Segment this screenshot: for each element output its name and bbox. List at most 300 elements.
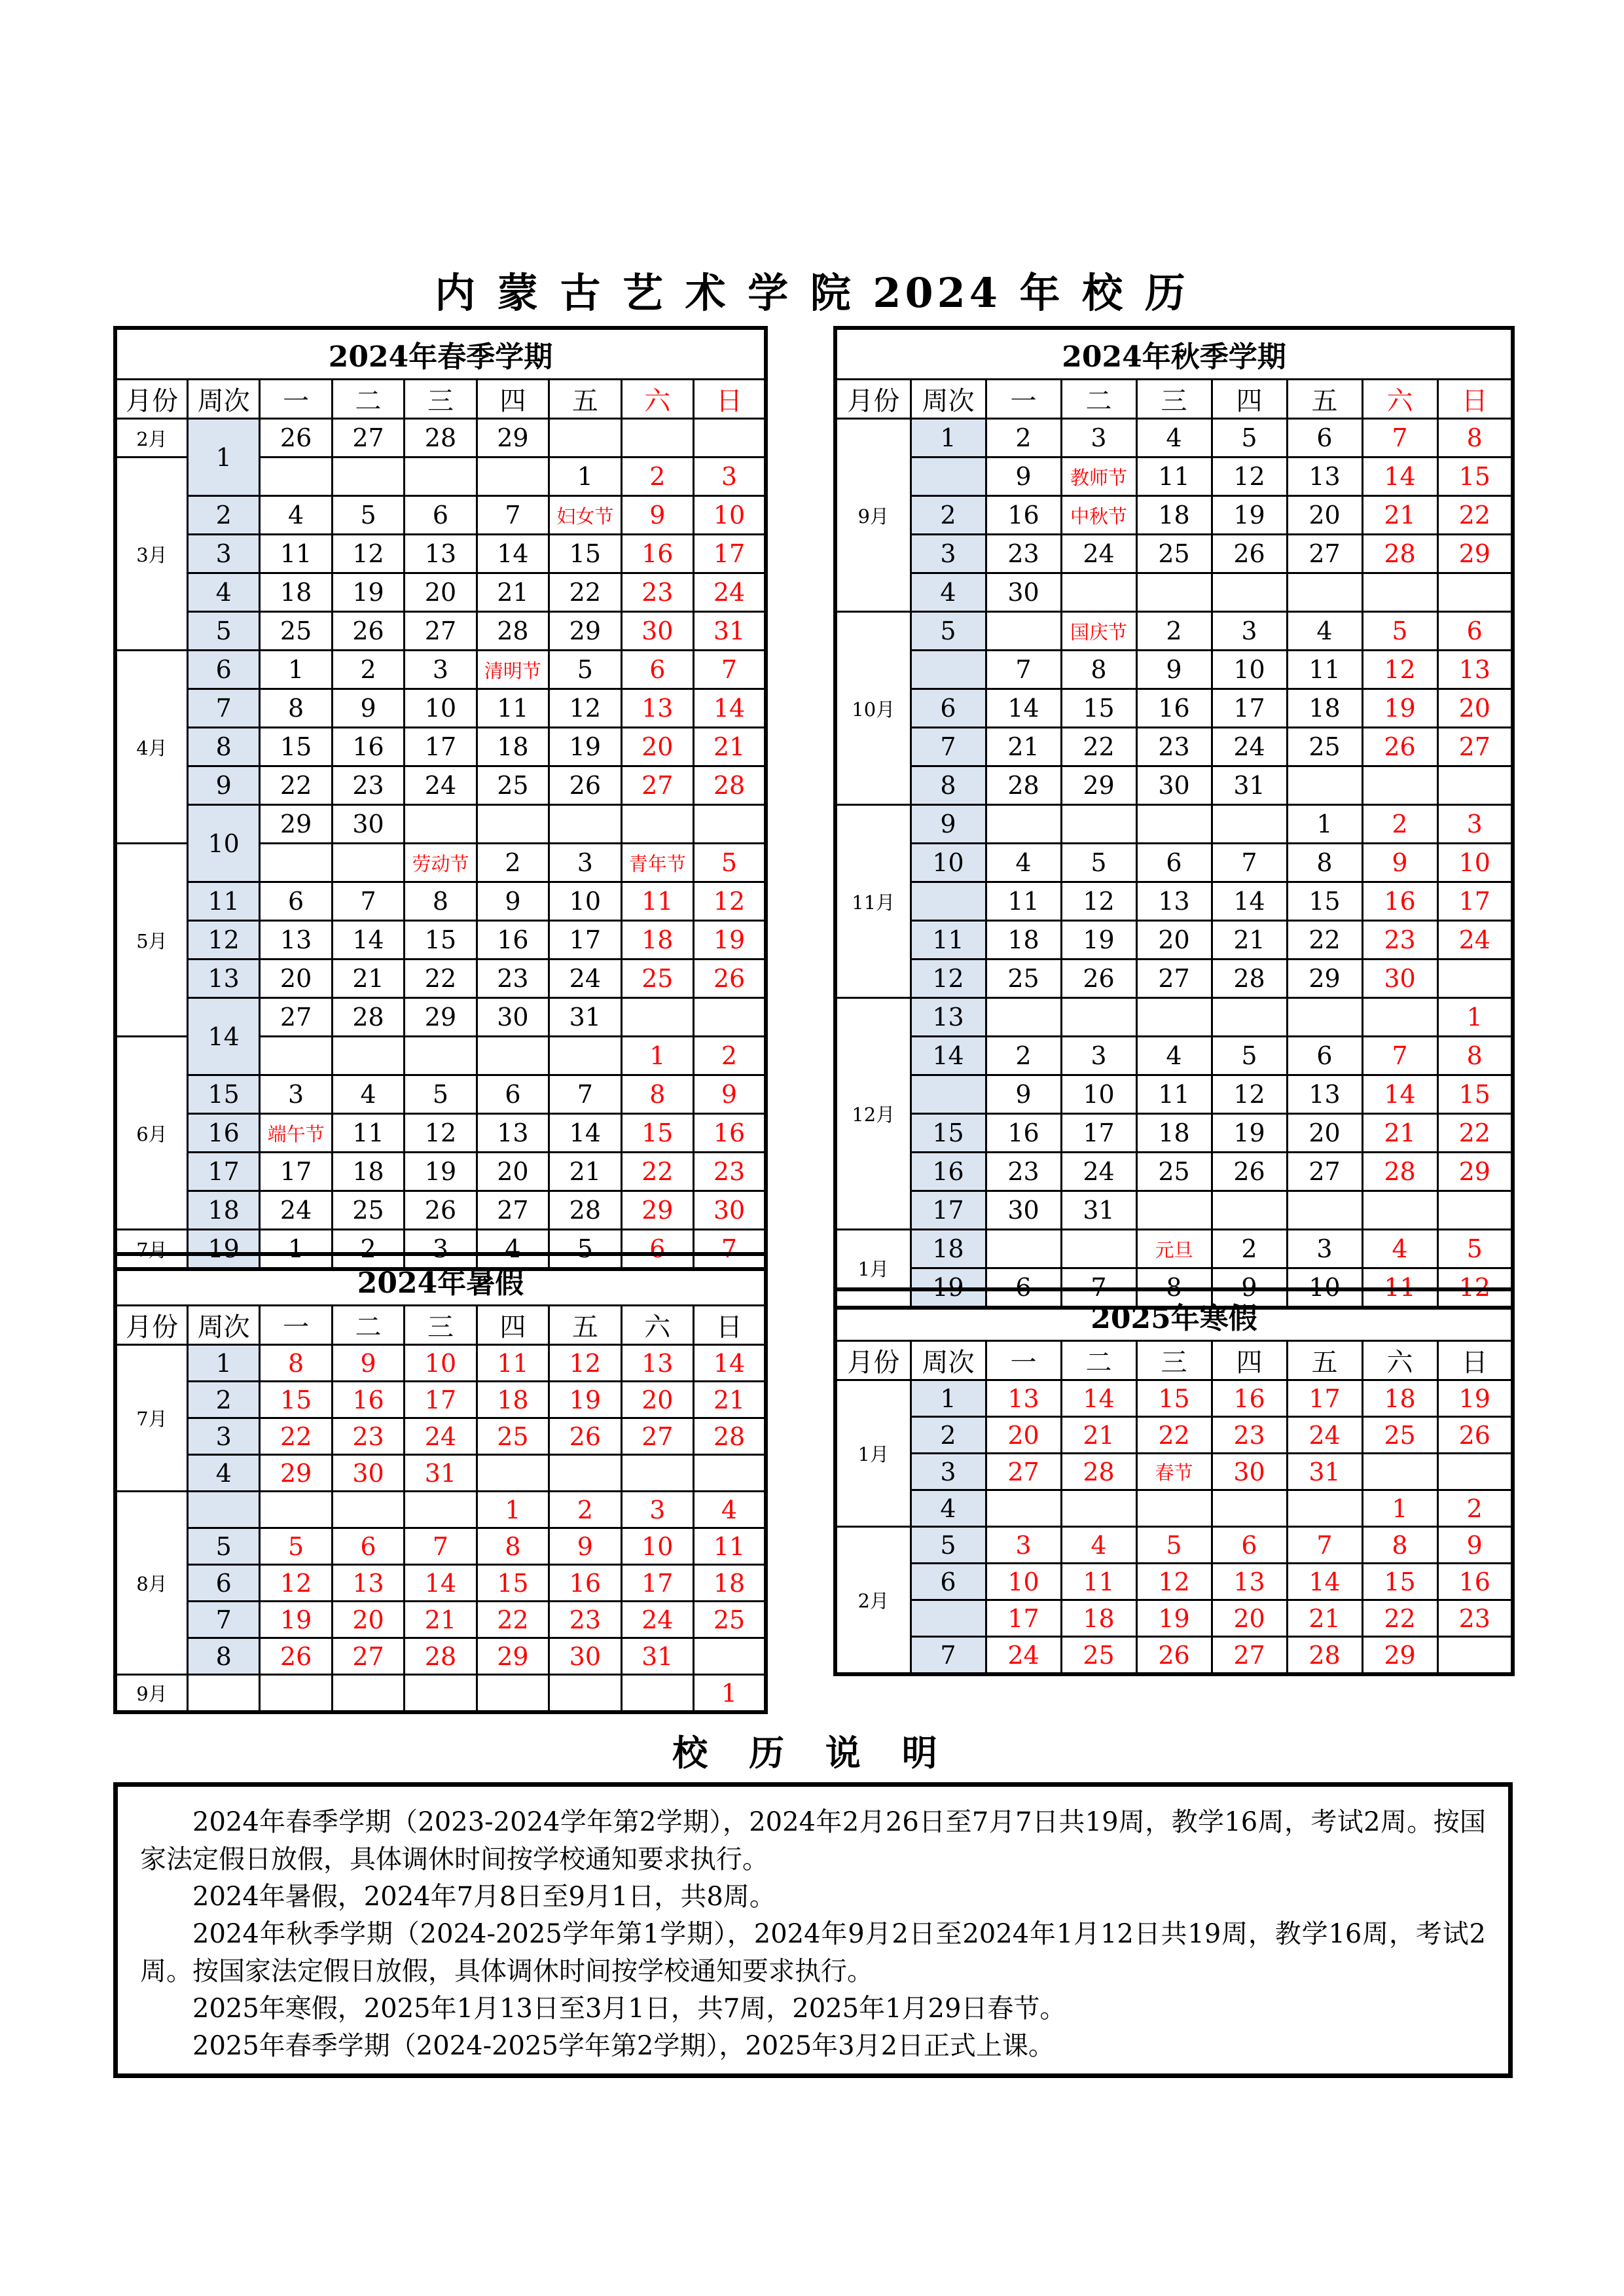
day-cell: 23 — [694, 1153, 767, 1191]
week-cell: 3 — [911, 1454, 986, 1490]
day-cell — [260, 1492, 332, 1528]
day-cell: 20 — [1212, 1600, 1287, 1637]
day-cell: 28 — [1212, 960, 1287, 998]
day-cell: 12 — [405, 1114, 477, 1153]
day-cell — [986, 1230, 1061, 1268]
day-cell: 29 — [1287, 960, 1362, 998]
day-cell: 妇女节 — [549, 496, 621, 535]
day-cell: 11 — [477, 689, 549, 728]
weekday-header-cell: 一 — [986, 380, 1061, 419]
day-cell — [621, 1675, 693, 1713]
day-cell: 15 — [549, 535, 621, 573]
day-cell: 30 — [1136, 766, 1212, 805]
day-cell: 5 — [549, 1230, 621, 1270]
day-cell — [405, 457, 477, 496]
weekday-header-cell: 日 — [694, 380, 767, 419]
weekday-header-cell: 周次 — [911, 380, 986, 419]
day-cell — [1437, 1637, 1513, 1675]
month-cell: 9月 — [115, 1675, 187, 1713]
day-cell: 7 — [1362, 1037, 1437, 1075]
day-cell: 15 — [1437, 1075, 1513, 1114]
day-cell: 15 — [621, 1114, 693, 1153]
day-cell: 29 — [260, 1455, 332, 1492]
day-cell: 15 — [260, 728, 332, 766]
week-cell: 5 — [187, 1528, 259, 1565]
day-cell: 5 — [1136, 1527, 1212, 1564]
day-cell: 19 — [1136, 1600, 1212, 1637]
month-cell: 4月 — [115, 651, 187, 844]
day-cell: 16 — [1136, 689, 1212, 728]
day-cell: 20 — [1287, 496, 1362, 535]
day-cell: 1 — [1287, 805, 1362, 844]
week-cell: 13 — [911, 998, 986, 1037]
day-cell: 2 — [477, 844, 549, 882]
day-cell: 国庆节 — [1061, 612, 1136, 651]
day-cell: 28 — [1061, 1454, 1136, 1490]
day-cell: 25 — [1136, 535, 1212, 573]
weekday-header-cell: 三 — [1136, 380, 1212, 419]
day-cell: 10 — [621, 1528, 693, 1565]
day-cell: 13 — [405, 535, 477, 573]
weekday-header-cell: 四 — [477, 1306, 549, 1345]
month-cell: 7月 — [115, 1345, 187, 1492]
day-cell: 14 — [1212, 882, 1287, 921]
winter-calendar-table — [833, 1287, 1515, 1676]
week-cell: 8 — [187, 1638, 259, 1675]
day-cell — [549, 805, 621, 844]
day-cell: 6 — [621, 651, 693, 689]
day-cell: 5 — [694, 844, 767, 882]
day-cell: 7 — [332, 882, 404, 921]
day-cell: 清明节 — [477, 651, 549, 689]
day-cell: 11 — [1362, 1268, 1437, 1308]
day-cell: 23 — [986, 535, 1061, 573]
day-cell: 18 — [477, 728, 549, 766]
day-cell: 15 — [1362, 1564, 1437, 1600]
day-cell: 19 — [549, 1382, 621, 1418]
day-cell: 23 — [1437, 1600, 1513, 1637]
day-cell: 12 — [1212, 1075, 1287, 1114]
day-cell: 28 — [986, 766, 1061, 805]
day-cell — [1287, 573, 1362, 612]
day-cell: 4 — [694, 1492, 767, 1528]
day-cell — [694, 419, 767, 457]
week-cell: 7 — [911, 728, 986, 766]
day-cell — [1136, 805, 1212, 844]
day-cell: 3 — [986, 1527, 1061, 1564]
day-cell — [549, 1455, 621, 1492]
weekday-header-cell: 五 — [549, 1306, 621, 1345]
day-cell: 26 — [260, 419, 332, 457]
day-cell: 23 — [477, 960, 549, 998]
day-cell: 27 — [1212, 1637, 1287, 1675]
weekday-header-cell: 五 — [1287, 380, 1362, 419]
day-cell — [1287, 1490, 1362, 1527]
day-cell: 24 — [1287, 1417, 1362, 1454]
note-paragraph: 2024年秋季学期（2024-2025学年第1学期），2024年9月2日至2024年1月12日共19周，教学16周，考试2周。按国家法定假日放假，具体调休时间按学校通知要求执行。 — [140, 1919, 1486, 1986]
calendar-title: 2024年秋季学期 — [835, 328, 1513, 380]
day-cell — [549, 419, 621, 457]
day-cell: 9 — [986, 1075, 1061, 1114]
day-cell: 12 — [549, 689, 621, 728]
day-cell — [1212, 1191, 1287, 1230]
day-cell: 23 — [549, 1602, 621, 1638]
day-cell: 11 — [1287, 651, 1362, 689]
day-cell: 11 — [621, 882, 693, 921]
day-cell — [332, 1675, 404, 1713]
day-cell: 9 — [549, 1528, 621, 1565]
day-cell: 11 — [477, 1345, 549, 1382]
day-cell: 16 — [1212, 1380, 1287, 1417]
day-cell: 29 — [621, 1191, 693, 1230]
day-cell: 27 — [1287, 1153, 1362, 1191]
month-cell: 10月 — [835, 612, 911, 805]
day-cell: 26 — [1136, 1637, 1212, 1675]
day-cell: 3 — [405, 1230, 477, 1270]
day-cell: 15 — [477, 1565, 549, 1602]
day-cell: 18 — [1362, 1380, 1437, 1417]
day-cell: 25 — [1136, 1153, 1212, 1191]
day-cell: 20 — [986, 1417, 1061, 1454]
day-cell: 21 — [694, 728, 767, 766]
week-cell: 1 — [187, 419, 259, 496]
day-cell: 17 — [1437, 882, 1513, 921]
day-cell: 21 — [1212, 921, 1287, 960]
day-cell: 28 — [405, 1638, 477, 1675]
day-cell: 7 — [477, 496, 549, 535]
week-cell: 4 — [911, 573, 986, 612]
week-cell: 17 — [187, 1153, 259, 1191]
day-cell: 19 — [260, 1602, 332, 1638]
day-cell: 29 — [405, 998, 477, 1037]
day-cell: 24 — [986, 1637, 1061, 1675]
day-cell: 元旦 — [1136, 1230, 1212, 1268]
day-cell: 22 — [1061, 728, 1136, 766]
day-cell: 19 — [1437, 1380, 1513, 1417]
day-cell: 20 — [260, 960, 332, 998]
day-cell — [621, 805, 693, 844]
day-cell: 春节 — [1136, 1454, 1212, 1490]
day-cell: 21 — [332, 960, 404, 998]
weekday-header-cell: 三 — [405, 1306, 477, 1345]
day-cell — [477, 1675, 549, 1713]
month-cell: 12月 — [835, 998, 911, 1230]
autumn-semester-calendar — [833, 326, 1515, 1310]
day-cell: 31 — [549, 998, 621, 1037]
day-cell: 5 — [1362, 612, 1437, 651]
day-cell: 1 — [1437, 998, 1513, 1037]
day-cell: 12 — [1437, 1268, 1513, 1308]
weekday-header-cell: 六 — [1362, 380, 1437, 419]
day-cell: 12 — [1362, 651, 1437, 689]
day-cell: 12 — [549, 1345, 621, 1382]
week-cell: 6 — [911, 1564, 986, 1600]
day-cell: 29 — [260, 805, 332, 844]
day-cell: 10 — [1437, 844, 1513, 882]
day-cell: 15 — [260, 1382, 332, 1418]
day-cell: 24 — [405, 766, 477, 805]
day-cell: 25 — [621, 960, 693, 998]
day-cell: 31 — [621, 1638, 693, 1675]
day-cell: 25 — [1061, 1637, 1136, 1675]
weekday-header-cell: 二 — [332, 1306, 404, 1345]
day-cell: 16 — [621, 535, 693, 573]
month-cell: 8月 — [115, 1492, 187, 1675]
day-cell: 27 — [332, 1638, 404, 1675]
day-cell — [1061, 998, 1136, 1037]
weekday-header-cell: 六 — [621, 380, 693, 419]
day-cell: 19 — [694, 921, 767, 960]
day-cell: 16 — [1437, 1564, 1513, 1600]
day-cell — [694, 998, 767, 1037]
day-cell: 17 — [1212, 689, 1287, 728]
calendar-title: 2025年寒假 — [835, 1289, 1513, 1341]
day-cell — [332, 1492, 404, 1528]
day-cell: 17 — [1061, 1114, 1136, 1153]
day-cell — [1136, 1191, 1212, 1230]
day-cell: 27 — [405, 612, 477, 651]
week-cell — [187, 1675, 259, 1713]
weekday-header-cell: 一 — [260, 380, 332, 419]
weekday-header-cell: 二 — [1061, 380, 1136, 419]
summer-vacation-calendar — [113, 1252, 768, 1714]
day-cell: 30 — [1212, 1454, 1287, 1490]
day-cell — [1287, 998, 1362, 1037]
day-cell: 26 — [694, 960, 767, 998]
day-cell: 9 — [621, 496, 693, 535]
month-cell: 5月 — [115, 844, 187, 1037]
week-cell: 2 — [911, 1417, 986, 1454]
day-cell — [260, 1675, 332, 1713]
week-cell: 6 — [187, 651, 259, 689]
week-cell: 10 — [911, 844, 986, 882]
day-cell: 28 — [332, 998, 404, 1037]
week-cell: 12 — [187, 921, 259, 960]
weekday-header-cell: 周次 — [911, 1341, 986, 1380]
weekday-header-cell: 月份 — [115, 380, 187, 419]
day-cell: 1 — [260, 1230, 332, 1270]
week-cell: 19 — [911, 1268, 986, 1308]
day-cell — [1136, 998, 1212, 1037]
day-cell — [1212, 1490, 1287, 1527]
notes-title: 校 历 说 明 — [672, 1732, 952, 1774]
week-cell: 4 — [187, 573, 259, 612]
day-cell: 18 — [621, 921, 693, 960]
day-cell: 17 — [549, 921, 621, 960]
day-cell: 1 — [477, 1492, 549, 1528]
day-cell: 10 — [1061, 1075, 1136, 1114]
day-cell — [405, 805, 477, 844]
day-cell: 22 — [1287, 921, 1362, 960]
day-cell: 1 — [260, 651, 332, 689]
day-cell — [260, 457, 332, 496]
day-cell: 7 — [1061, 1268, 1136, 1308]
week-cell: 5 — [911, 1527, 986, 1564]
day-cell: 7 — [1362, 419, 1437, 457]
weekday-header-cell: 日 — [1437, 380, 1513, 419]
week-cell: 5 — [911, 612, 986, 651]
day-cell: 4 — [1136, 419, 1212, 457]
day-cell: 2 — [694, 1037, 767, 1075]
day-cell — [1362, 1454, 1437, 1490]
day-cell: 28 — [1362, 535, 1437, 573]
week-cell — [911, 651, 986, 689]
day-cell: 12 — [260, 1565, 332, 1602]
day-cell: 25 — [477, 1418, 549, 1455]
day-cell: 17 — [405, 1382, 477, 1418]
week-cell: 6 — [187, 1565, 259, 1602]
day-cell: 22 — [621, 1153, 693, 1191]
day-cell: 12 — [1061, 882, 1136, 921]
day-cell: 16 — [986, 496, 1061, 535]
day-cell: 26 — [1212, 1153, 1287, 1191]
day-cell: 11 — [1136, 457, 1212, 496]
day-cell: 17 — [694, 535, 767, 573]
day-cell: 10 — [549, 882, 621, 921]
day-cell — [1287, 766, 1362, 805]
day-cell: 12 — [1136, 1564, 1212, 1600]
day-cell: 11 — [332, 1114, 404, 1153]
day-cell: 26 — [1212, 535, 1287, 573]
day-cell: 13 — [1136, 882, 1212, 921]
day-cell: 29 — [549, 612, 621, 651]
weekday-header-cell: 周次 — [187, 1306, 259, 1345]
day-cell: 3 — [1061, 419, 1136, 457]
day-cell: 6 — [1136, 844, 1212, 882]
page-title: 内 蒙 古 艺 术 学 院 2024 年 校 历 — [435, 269, 1189, 317]
day-cell: 13 — [621, 1345, 693, 1382]
day-cell: 8 — [1136, 1268, 1212, 1308]
weekday-header-cell: 月份 — [835, 1341, 911, 1380]
day-cell: 5 — [1061, 844, 1136, 882]
weekday-header-cell: 六 — [1362, 1341, 1437, 1380]
day-cell: 3 — [405, 651, 477, 689]
day-cell: 16 — [694, 1114, 767, 1153]
day-cell: 6 — [1437, 612, 1513, 651]
day-cell: 13 — [621, 689, 693, 728]
day-cell: 4 — [332, 1075, 404, 1114]
day-cell: 23 — [1212, 1417, 1287, 1454]
week-cell: 14 — [911, 1037, 986, 1075]
month-cell: 7月 — [115, 1230, 187, 1270]
day-cell: 31 — [694, 612, 767, 651]
day-cell: 31 — [1212, 766, 1287, 805]
day-cell: 27 — [332, 419, 404, 457]
day-cell: 16 — [332, 1382, 404, 1418]
day-cell: 18 — [694, 1565, 767, 1602]
day-cell: 30 — [332, 1455, 404, 1492]
day-cell: 25 — [1287, 728, 1362, 766]
day-cell: 21 — [1061, 1417, 1136, 1454]
day-cell — [405, 1037, 477, 1075]
day-cell: 20 — [332, 1602, 404, 1638]
day-cell — [549, 1675, 621, 1713]
day-cell: 14 — [1362, 1075, 1437, 1114]
day-cell: 28 — [477, 612, 549, 651]
day-cell: 4 — [477, 1230, 549, 1270]
month-cell: 2月 — [115, 419, 187, 457]
week-cell: 13 — [187, 960, 259, 998]
day-cell: 24 — [549, 960, 621, 998]
day-cell: 14 — [986, 689, 1061, 728]
day-cell: 6 — [986, 1268, 1061, 1308]
day-cell: 14 — [694, 689, 767, 728]
day-cell: 14 — [405, 1565, 477, 1602]
day-cell: 10 — [694, 496, 767, 535]
day-cell — [1061, 573, 1136, 612]
weekday-header-cell: 六 — [621, 1306, 693, 1345]
day-cell: 26 — [1061, 960, 1136, 998]
day-cell: 18 — [986, 921, 1061, 960]
day-cell: 23 — [1136, 728, 1212, 766]
day-cell — [1136, 1490, 1212, 1527]
week-cell: 19 — [187, 1230, 259, 1270]
day-cell — [694, 1455, 767, 1492]
summer-calendar-table — [113, 1252, 768, 1714]
day-cell: 14 — [1362, 457, 1437, 496]
month-cell: 1月 — [835, 1380, 911, 1527]
week-cell: 3 — [187, 1418, 259, 1455]
day-cell — [986, 1490, 1061, 1527]
week-cell: 9 — [187, 766, 259, 805]
day-cell — [477, 1037, 549, 1075]
day-cell: 26 — [332, 612, 404, 651]
day-cell: 3 — [621, 1492, 693, 1528]
day-cell — [1437, 766, 1513, 805]
day-cell: 28 — [1362, 1153, 1437, 1191]
day-cell: 24 — [1212, 728, 1287, 766]
day-cell: 30 — [694, 1191, 767, 1230]
week-cell — [911, 882, 986, 921]
day-cell — [477, 805, 549, 844]
day-cell: 25 — [986, 960, 1061, 998]
day-cell: 26 — [549, 1418, 621, 1455]
day-cell: 教师节 — [1061, 457, 1136, 496]
day-cell: 18 — [1136, 496, 1212, 535]
day-cell: 6 — [260, 882, 332, 921]
week-cell: 1 — [911, 1380, 986, 1417]
day-cell: 8 — [1061, 651, 1136, 689]
day-cell: 22 — [260, 1418, 332, 1455]
week-cell: 15 — [911, 1114, 986, 1153]
day-cell — [1437, 1191, 1513, 1230]
day-cell: 17 — [405, 728, 477, 766]
day-cell: 6 — [1212, 1527, 1287, 1564]
day-cell: 4 — [1136, 1037, 1212, 1075]
day-cell: 24 — [1061, 535, 1136, 573]
day-cell: 29 — [1362, 1637, 1437, 1675]
day-cell: 27 — [621, 1418, 693, 1455]
day-cell: 19 — [1362, 689, 1437, 728]
weekday-header-cell: 三 — [405, 380, 477, 419]
day-cell: 9 — [1136, 651, 1212, 689]
day-cell: 3 — [260, 1075, 332, 1114]
day-cell: 18 — [1136, 1114, 1212, 1153]
day-cell: 7 — [1287, 1527, 1362, 1564]
day-cell: 30 — [986, 573, 1061, 612]
day-cell: 16 — [332, 728, 404, 766]
day-cell — [621, 419, 693, 457]
weekday-header-cell: 四 — [1212, 380, 1287, 419]
day-cell: 中秋节 — [1061, 496, 1136, 535]
day-cell: 30 — [332, 805, 404, 844]
day-cell: 31 — [1061, 1191, 1136, 1230]
day-cell — [1437, 573, 1513, 612]
day-cell — [1212, 573, 1287, 612]
day-cell: 24 — [260, 1191, 332, 1230]
day-cell: 2 — [332, 1230, 404, 1270]
day-cell: 3 — [549, 844, 621, 882]
